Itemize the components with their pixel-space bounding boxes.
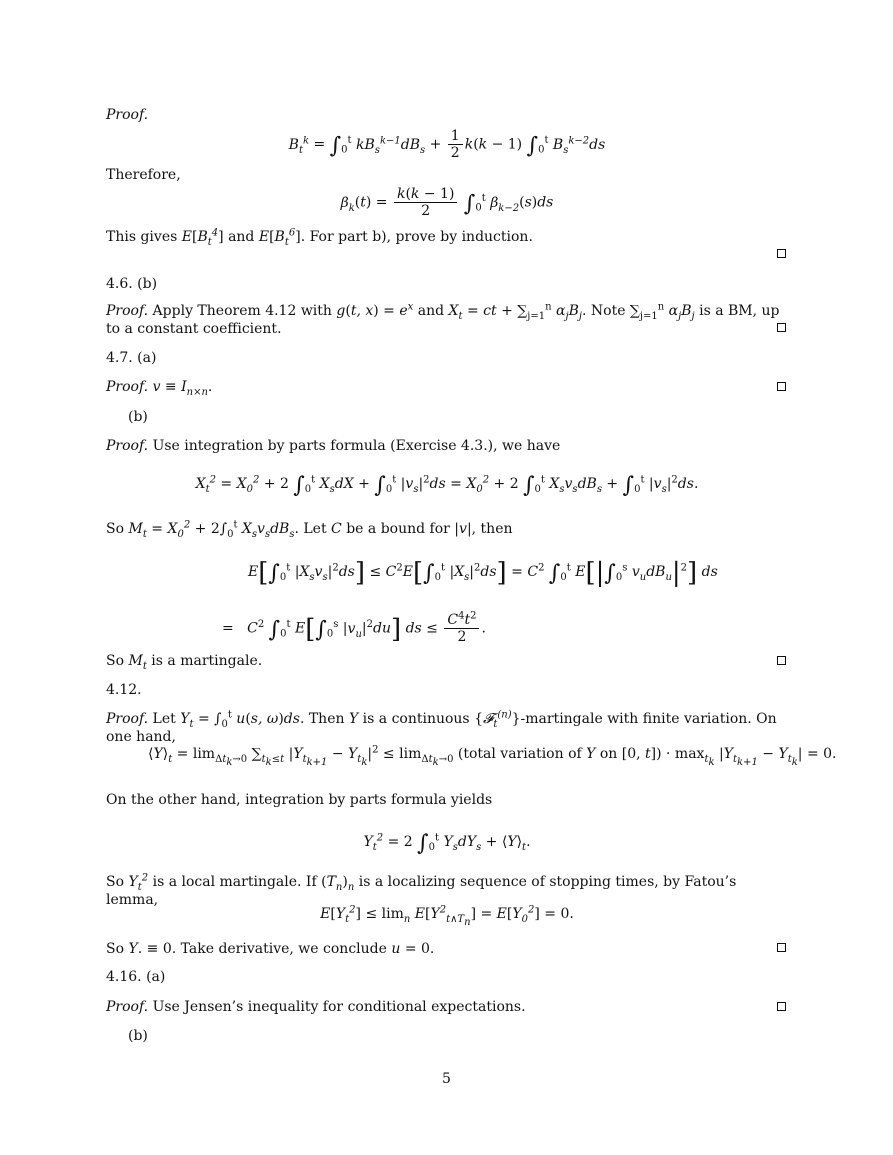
equation-bound-line1: $E[\int_0^t$ $|X_sv_s|^2ds] \le C^2E[\int_0^t$ $|X_s|^2ds] = C^2$ $\int_0^t$ $E[|\int_0^s$ $v_udB_u|^2$] ds bbox=[248, 558, 718, 588]
equation-xt-squared: $X_t^2 = X_0^2 + 2$ $\int_0^t$ $X_sdX + \int_0^t$ $|v_s|^2ds = X_0^2 + 2$ $\int_0^t$ $X_sv_sdB_s + \int_0^t$ $|v_s|^2ds$. bbox=[195, 473, 699, 498]
exercise-4-16a-proof: Proof. Use Jensen’s inequality for conditional expectations. bbox=[106, 999, 526, 1015]
equation-bound-line2: = $C^2$ $\int_0^t$ $E[\int_0^s$ $|v_u|^2du$] ds ≤ $\frac{C^4t^2}{2}$ . bbox=[222, 610, 486, 645]
exercise-4-16-part-b: (b) bbox=[128, 1028, 148, 1044]
equation-bt-k: $B_t^k = \int_0^t$ $kB_s^{k-1}dB_s$ + $\frac{1}{2}$ k(k − 1) $\int_0^t$ $B_s^{k-2}ds$ bbox=[288, 128, 606, 161]
proof-heading: Proof. bbox=[106, 107, 149, 123]
equation-fatou: $E[Y_t^2] \le \lim_n E[Y^2_{t\wedge T_n}] = E[Y_0^2] = 0$. bbox=[320, 904, 574, 928]
exercise-4-7a-proof: Proof. $v \equiv I_{n\times n}$. bbox=[106, 379, 213, 398]
therefore-text: Therefore, bbox=[106, 167, 181, 183]
exercise-4-12-intro: Proof. Let $Y_t = \int_0^t$ u(s, ω)ds. Then Y is a continuous {𝓕$_t^{(n)}$}-martingale with finite variation. On one hand, bbox=[106, 709, 777, 745]
exercise-4-7b-proof: Proof. Use integration by parts formula (Exercise 4.3.), we have bbox=[106, 438, 561, 454]
other-hand-text: On the other hand, integration by parts formula yields bbox=[106, 792, 493, 808]
qed-square bbox=[777, 249, 786, 258]
mt-definition-text: So $M_t = X_0^2 + 2\int_0^t$ $X_sv_sdB_s$. Let C be a bound for |v|, then bbox=[106, 519, 513, 540]
local-martingale-text: So $Y_t^2$ is a local martingale. If $(T_n)_n$ is a localizing sequence of stopping times, by Fatou’s lemma, bbox=[106, 872, 737, 908]
equation-yt-squared: $Y_t^2 = 2$ $\int_0^t$ $Y_sdY_s$ + $⟨Y⟩_t$. bbox=[363, 831, 531, 856]
exercise-4-16-header: 4.16. (a) bbox=[106, 969, 166, 985]
conclusion-text: This gives $E[B_t^4]$ and $E[B_t^6]$. For part b), prove by induction. bbox=[106, 227, 533, 248]
page-number: 5 bbox=[442, 1071, 451, 1087]
exercise-4-6-proof: Proof. Apply Theorem 4.12 with g(t, $x) = e^x$ and $X_t$ = ct + $\sum_{j=1}^n$ $\alpha_jB_j$. Note $\sum_{j=1}^n$ $\alpha_jB_j$ is a BM, up to a constant coefficient. bbox=[106, 301, 780, 337]
exercise-4-12-conclusion: So Y. ≡ 0. Take derivative, we conclude u = 0. bbox=[106, 941, 435, 957]
exercise-4-6-header: 4.6. (b) bbox=[106, 276, 158, 292]
qed-square bbox=[777, 1002, 786, 1011]
qed-square bbox=[777, 323, 786, 332]
exercise-4-7-header: 4.7. (a) bbox=[106, 350, 157, 366]
qed-square bbox=[777, 382, 786, 391]
martingale-conclusion: So $M_t$ is a martingale. bbox=[106, 653, 263, 672]
proof-text: Use integration by parts formula (Exercise 4.3.), we have bbox=[152, 438, 561, 454]
exercise-4-7-part-b: (b) bbox=[128, 409, 148, 425]
qed-square bbox=[777, 656, 786, 665]
qed-square bbox=[777, 943, 786, 952]
exercise-4-12-header: 4.12. bbox=[106, 682, 142, 698]
equation-quadratic-variation: $⟨Y⟩_t = \lim_{\Delta t_k\to 0} \sum_{t_k\le t}$ $|Y_{t_{k+1}} - Y_{t_k}|^2 \le \lim_{\Delta t_k\to 0}$ (total variation of Y on [0, $t]) \cdot \max_{t_k} |Y_{t_{k+1}} - Y_{t_k}| = 0$. bbox=[148, 744, 837, 768]
proof-text: Use Jensen’s inequality for conditional expectations. bbox=[152, 999, 526, 1015]
equation-beta-k: $\beta_k(t)$ = $\frac{k(k - 1)}{2}$ $\int_0^t$ $\beta_{k-2}(s)ds$ bbox=[340, 186, 554, 219]
